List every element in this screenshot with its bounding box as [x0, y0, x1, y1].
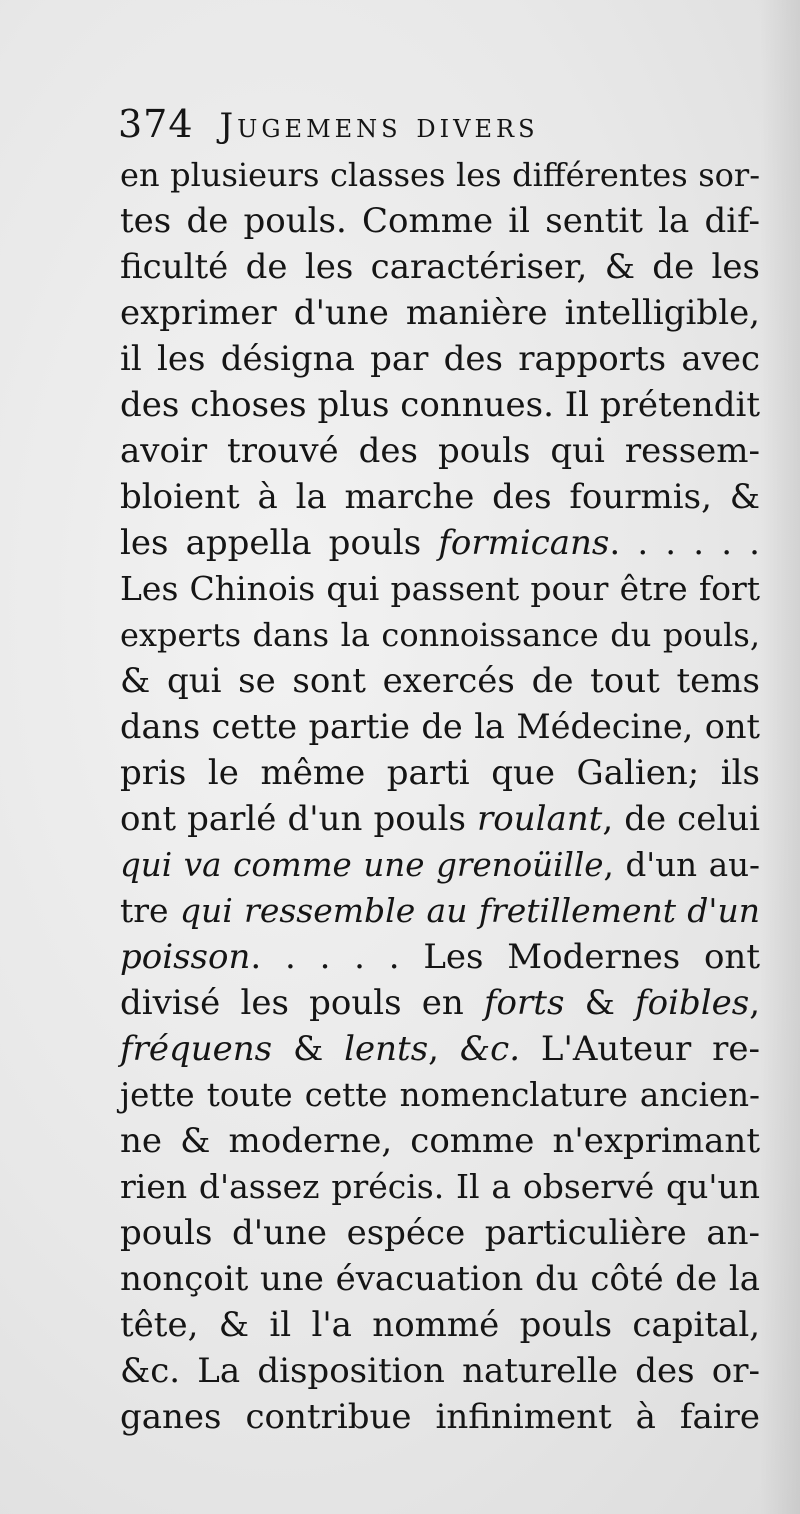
italic-term: foibles — [635, 983, 750, 1023]
text-segment: , d'un au- — [603, 846, 761, 884]
text-line — [120, 888, 760, 934]
text-line: rien d'assez précis. Il a observé qu'un — [120, 1167, 760, 1206]
text-line: en plusieurs classes les différentes sor- — [120, 156, 760, 194]
text-line: experts dans la connoissance du pouls, — [120, 616, 760, 654]
text-segment: divisé les pouls en — [120, 983, 484, 1023]
italic-term: &c. — [459, 1029, 521, 1069]
italic-term: fréquens — [120, 1029, 273, 1069]
text-line — [120, 980, 760, 1026]
text-line: tes de pouls. Comme il sentit la dif- — [120, 201, 760, 241]
running-title: Jugemens divers — [219, 106, 539, 146]
text-segment: les appella pouls — [120, 523, 439, 563]
text-segment: . . . . . Les Modernes ont — [250, 937, 760, 977]
text-segment: , — [749, 983, 760, 1023]
italic-term: roulant — [477, 799, 603, 839]
text-line: il les désigna par des rapports avec — [120, 339, 760, 379]
text-line: jette toute cette nomenclature ancien- — [120, 1076, 760, 1114]
text-line: pris le même parti que Galien; ils — [120, 753, 760, 793]
text-segment: & — [564, 983, 636, 1023]
italic-term: formicans — [438, 523, 610, 563]
text-line: avoir trouvé des pouls qui ressem- — [120, 431, 760, 471]
text-line — [120, 1026, 760, 1072]
text-line: bloient à la marche des fourmis, & — [120, 477, 760, 517]
text-line: ganes contribue infiniment à faire — [120, 1397, 760, 1437]
italic-term: qui ressemble au fretillement d'un — [179, 891, 760, 930]
text-line: Les Chinois qui passent pour être fort — [120, 569, 760, 608]
body-text — [120, 152, 760, 1440]
text-line — [120, 934, 760, 980]
text-line: ne & moderne, comme n'exprimant — [120, 1121, 760, 1161]
text-line — [120, 520, 760, 566]
text-line: des choses plus connues. Il prétendit — [120, 385, 760, 425]
page-edge-shadow — [760, 0, 800, 1514]
page-number: 374 — [118, 102, 194, 146]
text-line: nonçoit une évacuation du côté de la — [120, 1259, 760, 1299]
page-header — [118, 102, 638, 152]
text-segment: ont parlé d'un pouls — [120, 799, 477, 839]
text-line — [120, 796, 760, 842]
text-segment: tre — [120, 891, 180, 930]
italic-term: lents — [344, 1029, 429, 1069]
text-segment: , de celui — [602, 799, 760, 839]
text-line: ficulté de les caractériser, & de les — [120, 247, 760, 287]
text-segment: & — [272, 1029, 345, 1069]
italic-term: qui va comme une grenoüille — [120, 846, 604, 884]
text-line: &c. La disposition naturelle des or- — [120, 1351, 760, 1391]
text-segment: L'Auteur re- — [520, 1029, 760, 1069]
italic-term: forts — [483, 983, 565, 1023]
text-line — [120, 842, 760, 888]
text-segment: . . . . . . — [609, 523, 760, 563]
text-line: & qui se sont exercés de tout tems — [120, 661, 760, 701]
text-line: tête, & il l'a nommé pouls capital, — [120, 1305, 760, 1345]
text-line: dans cette partie de la Médecine, ont — [120, 707, 760, 746]
text-line: pouls d'une espéce particulière an- — [120, 1213, 760, 1253]
text-line: exprimer d'une manière intelligible, — [120, 293, 760, 333]
italic-term: poisson — [120, 937, 251, 977]
text-segment: , — [428, 1029, 460, 1069]
